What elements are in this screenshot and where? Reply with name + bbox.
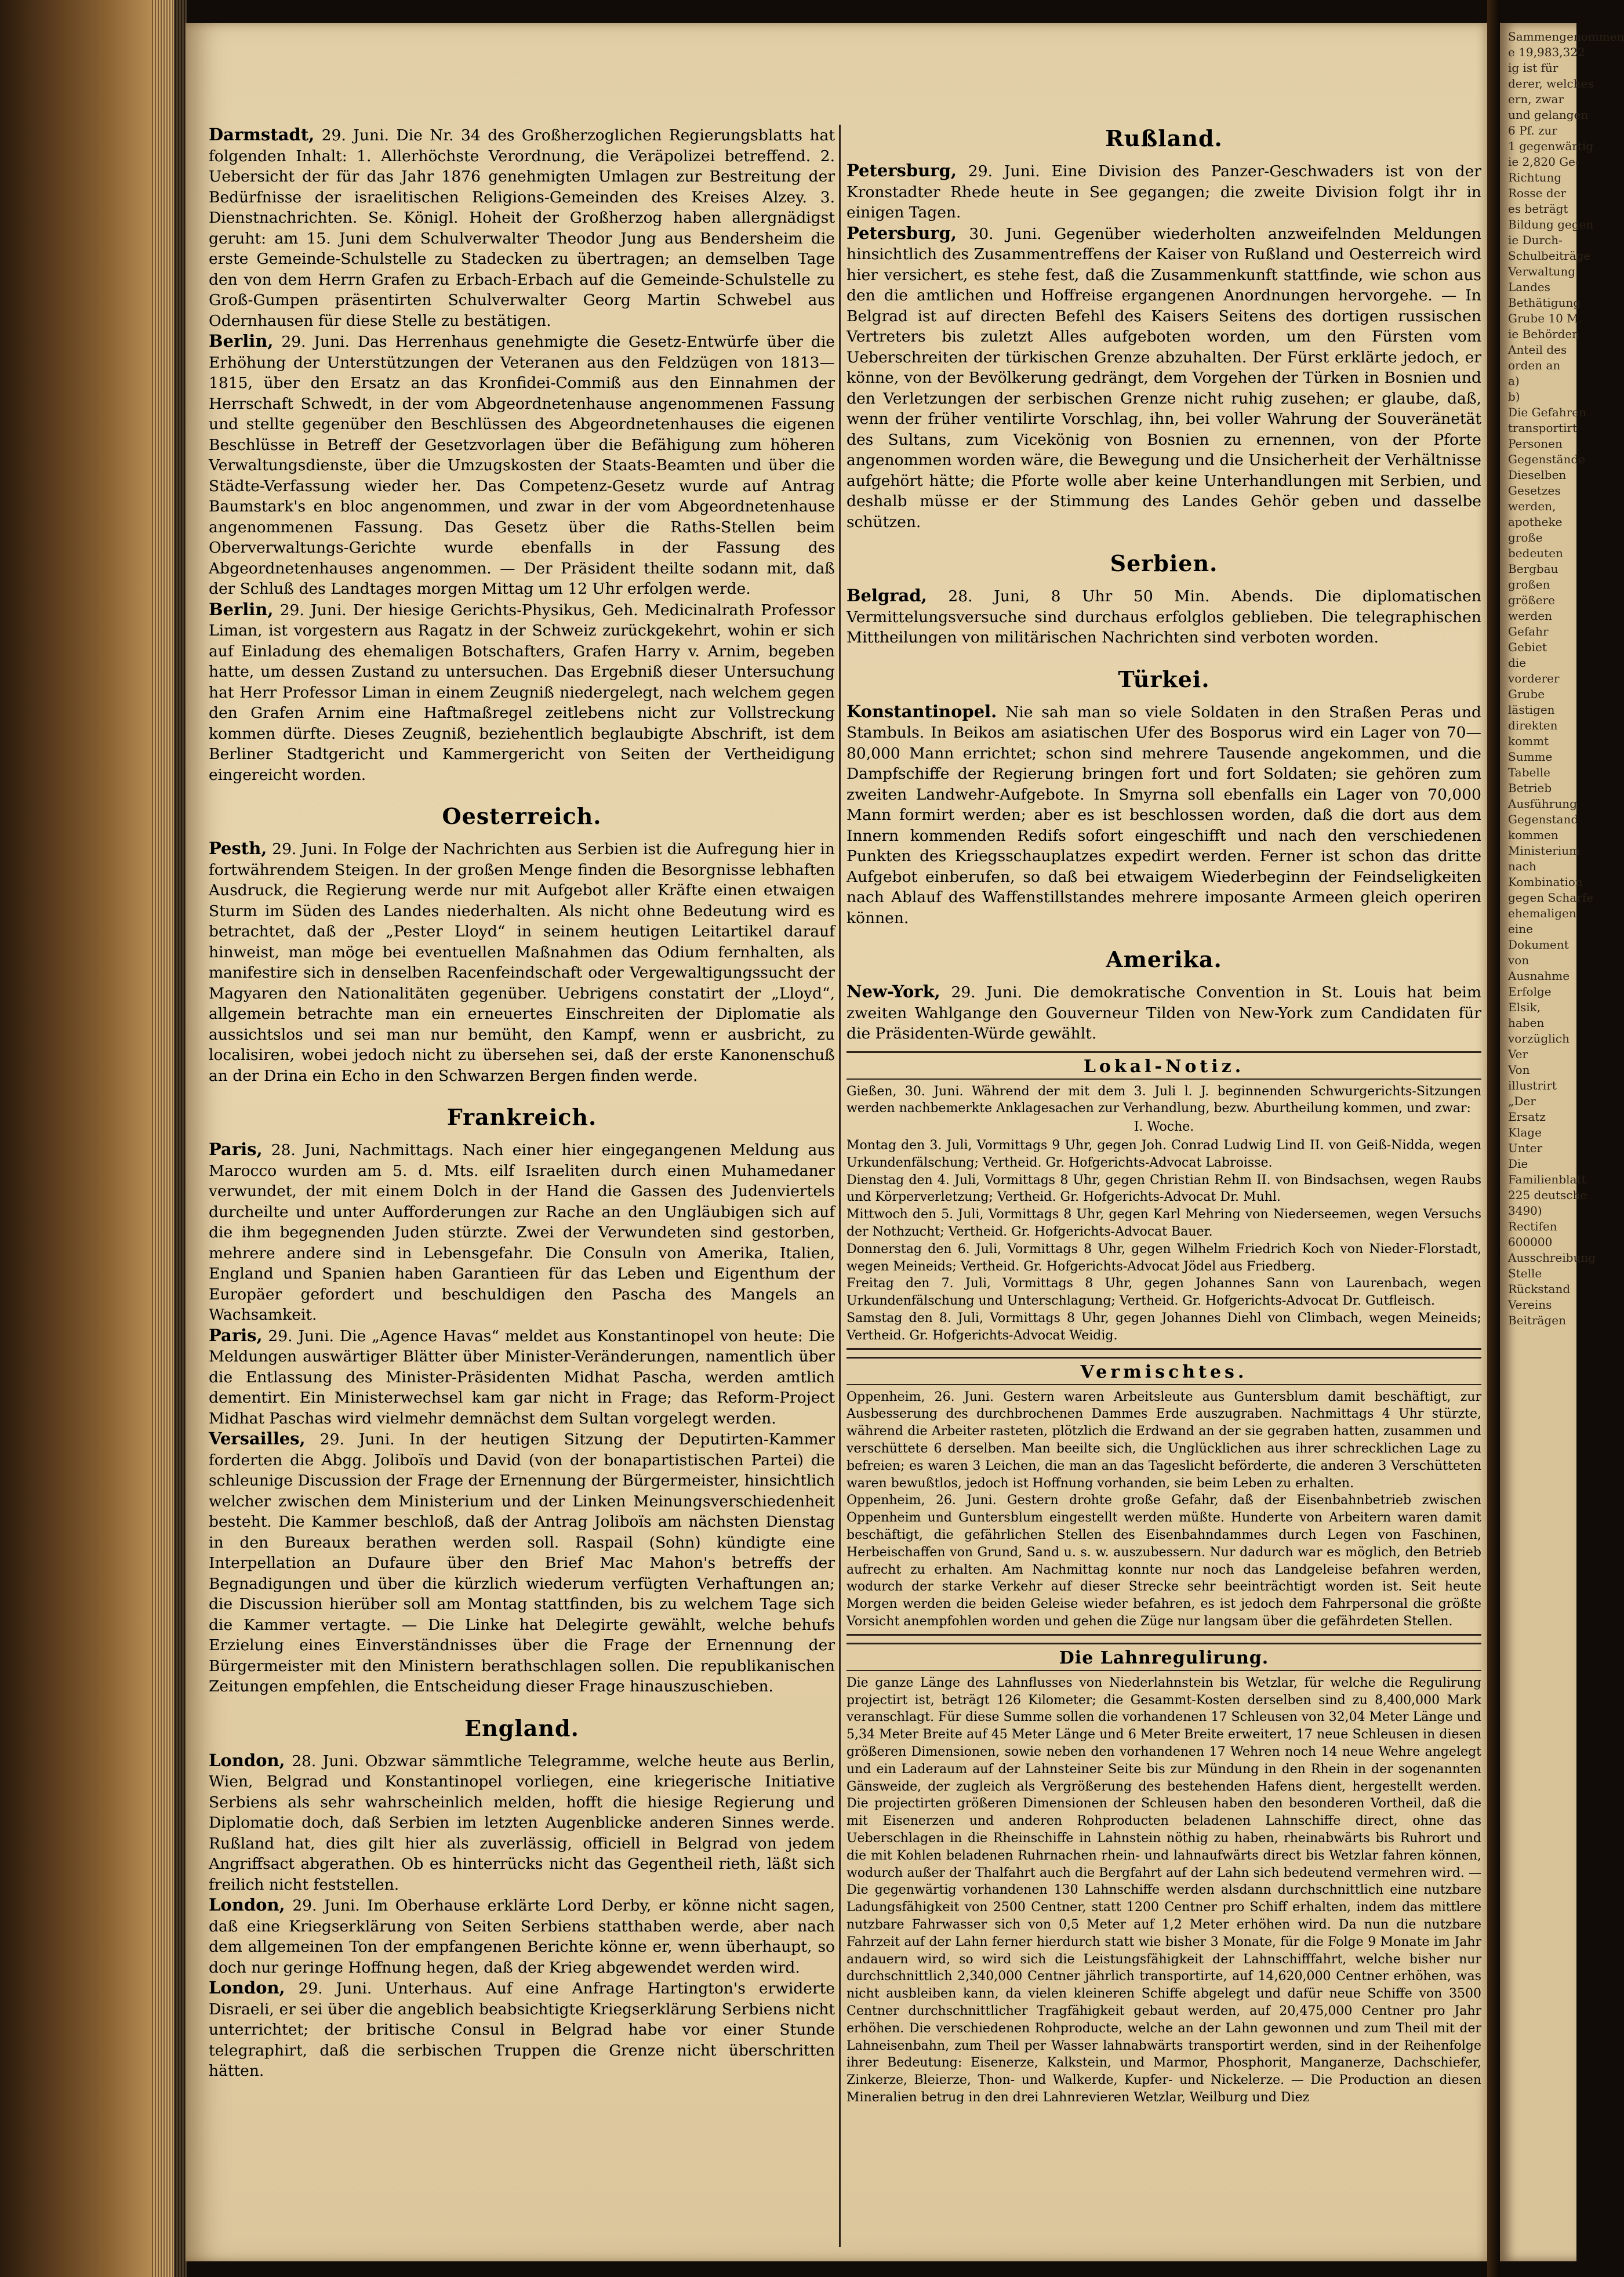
dateline: Paris, xyxy=(209,1325,263,1345)
article-text: 29. Juni. Der hiesige Gerichts-Physikus, Geh. Medicinalrath Professor Liman, ist vorgestern aus Ragatz in der Schweiz zurückgekehrt, wohin er sich auf Einladung des ehemaligen Botschafters, Grafen Harry v. Arnim, begeben hatte, um dessen Zustand zu untersuchen. Das Ergebniß dieser Untersuchung hat Herr Professor Liman in einem Zeugniß niedergelegt, nach welchem gegen den Grafen Arnim eine Haftmaßregel zeitlebens nicht zur Vollstreckung kommen dürfte. Dieses Zeugniß, beziehentlich beglaubigte Abschrift, ist dem Berliner Stadtgericht und Kammergericht von Seiten der Vertheidigung eingereicht worden. xyxy=(209,601,835,784)
court-case: Donnerstag den 6. Juli, Vormittags 8 Uhr, gegen Wilhelm Friedrich Koch von Nieder-Florstadt, wegen Meineids; Vertheid. Gr. Hofgerichts-Advocat Jödel aus Friedberg. xyxy=(846,1241,1481,1274)
adjacent-page-line: Bildung gegen xyxy=(1508,217,1594,231)
dateline: Berlin, xyxy=(209,599,274,619)
court-case: Freitag den 7. Juli, Vormittags 8 Uhr, gegen Johannes Sann von Laurenbach, wegen Urkundenfälschung und Unterschlagung; Vertheid. Gr. Hofgerichts-Advocat Dr. Gutfleisch. xyxy=(846,1276,1481,1309)
column-rule xyxy=(839,125,841,2247)
article-paris-havas xyxy=(209,1325,835,1429)
adjacent-page-line: Summe xyxy=(1508,750,1553,764)
adjacent-page-line: von xyxy=(1508,953,1529,967)
adjacent-page-line: Ausnahme xyxy=(1508,969,1570,983)
adjacent-page-line: kommt xyxy=(1508,734,1549,748)
adjacent-page-line: Grube xyxy=(1508,687,1545,701)
article-belgrad xyxy=(846,586,1481,648)
adjacent-page-line: lästigen xyxy=(1508,703,1555,717)
adjacent-page-line: Tabelle xyxy=(1508,765,1550,779)
adjacent-page-line: Rosse der xyxy=(1508,186,1567,200)
adjacent-page-line: derer, welches xyxy=(1508,77,1594,90)
adjacent-page-line: orden an xyxy=(1508,358,1561,372)
adjacent-page-line: Gegenstände xyxy=(1508,452,1586,466)
left-column xyxy=(209,125,835,2082)
lokal-notiz-box xyxy=(846,1051,1481,1350)
adjacent-page-line: Von xyxy=(1508,1063,1530,1077)
adjacent-page-line: Ver xyxy=(1508,1047,1528,1061)
section-title-oesterreich: Oesterreich. xyxy=(442,803,602,829)
dateline: Pesth, xyxy=(209,838,267,858)
dateline: Konstantinopel. xyxy=(846,701,997,721)
court-case: Dienstag den 4. Juli, Vormittags 8 Uhr, gegen Christian Rehm II. von Bindsachsen, wegen Raubs und Körperverletzung; Vertheid. Gr. Hofgerichts-Advocat Dr. Muhl. xyxy=(846,1172,1481,1205)
adjacent-page-line: Gebiet xyxy=(1508,640,1547,654)
section-title-serbien: Serbien. xyxy=(1110,550,1218,576)
dateline: Darmstadt, xyxy=(209,125,315,144)
adjacent-page-line: es beträgt xyxy=(1508,202,1568,216)
dateline: London, xyxy=(209,1750,285,1770)
adjacent-page-line: große xyxy=(1508,531,1543,544)
adjacent-page-line: Gefahr xyxy=(1508,624,1549,638)
adjacent-page-line: ie Behörden xyxy=(1508,327,1580,341)
book-spine xyxy=(0,0,174,2277)
adjacent-page-line: eine xyxy=(1508,922,1533,936)
adjacent-page-line: Kombination xyxy=(1508,875,1583,889)
adjacent-page-line: Beiträgen xyxy=(1508,1313,1566,1327)
article-text: 29. Juni. Die „Agence Havas“ meldet aus Konstantinopel von heute: Die Meldungen auswärtiger Blätter über Minister-Veränderungen, namentlich über die Entlassung des Minister-Präsidenten Midhat Pascha, werden amtlich dementirt. Ein Ministerwechsel kam gar nicht in Frage; das Reform-Project Midhat Paschas wird vielmehr demnächst dem Sultan vorgelegt werden. xyxy=(209,1327,835,1428)
adjacent-page-line: gegen Scharfe xyxy=(1508,891,1594,905)
vermischtes-box xyxy=(846,1357,1481,1636)
adjacent-page-line: kommen xyxy=(1508,828,1558,842)
article-text: 29. Juni. Eine Division des Panzer-Geschwaders ist von der Kronstadter Rhede heute in See gegangen; die zweite Division folgt ihr in einigen Tagen. xyxy=(846,162,1481,221)
adjacent-page-line: Erfolge xyxy=(1508,985,1552,998)
article-pesth xyxy=(209,838,835,1086)
dateline: London, xyxy=(209,1895,285,1915)
section-title-tuerkei: Türkei. xyxy=(1118,666,1210,692)
adjacent-page-line: vorzüglich xyxy=(1508,1032,1569,1045)
article-text: 28. Juni, 8 Uhr 50 Min. Abends. Die diplomatischen Vermittelungsversuche sind durchaus erfolglos geblieben. Die telegraphischen Mittheilungen von militärischen Nachrichten sind verboten worden. xyxy=(846,587,1481,647)
adjacent-page-line: Rückstand xyxy=(1508,1282,1571,1296)
adjacent-page-line: Gegenstand xyxy=(1508,812,1579,826)
adjacent-page-line: illustrirt xyxy=(1508,1078,1557,1092)
adjacent-page-text xyxy=(1500,23,1624,1328)
article-text: 29. Juni. Die demokratische Convention in St. Louis hat beim zweiten Wahlgange den Gouverneur Tilden von New-York zum Candidaten für die Präsidenten-Würde gewählt. xyxy=(846,983,1481,1043)
adjacent-page-line: Vereins xyxy=(1508,1298,1552,1312)
adjacent-page-line: vorderer xyxy=(1508,671,1560,685)
adjacent-page-line: ehemaligen xyxy=(1508,906,1576,920)
dateline: Versailles, xyxy=(209,1429,306,1448)
adjacent-page-line: haben xyxy=(1508,1016,1545,1030)
lokal-notiz-title: Lokal-Notiz. xyxy=(846,1055,1481,1080)
adjacent-page-fragment xyxy=(1500,23,1624,2261)
adjacent-page-line: Verwaltung xyxy=(1508,264,1576,278)
court-case: Samstag den 8. Juli, Vormittags 8 Uhr, gegen Johannes Diehl von Climbach, wegen Meineids; Vertheid. Gr. Hofgerichts-Advocat Weidig. xyxy=(846,1311,1481,1343)
adjacent-page-line: 600000 xyxy=(1508,1235,1553,1249)
adjacent-page-line: werden, xyxy=(1508,499,1556,513)
article-text: 30. Juni. Gegenüber wiederholten anzweifelnden Meldungen hinsichtlich des Zusammentreffens der Kaiser von Rußland und Oesterreich wird hier versichert, es stehe fest, daß die Zusammenkunft stattfinde, wie schon aus den die amtlichen und Hoffreise ergangenen Anordnungen hervorgehe. — In Belgrad ist auf directen Befehl des Kaisers Seitens des dortigen russischen Vertreters bis zuletzt Alles aufgeboten worden, um den Fürsten vom Ueberschreiten der türkischen Grenze abzuhalten. Der Fürst erklärte jedoch, er könne, von der Bevölkerung gedrängt, dem Vorgehen der Türken in Bosnien und den Verletzungen der serbischen Grenze nicht ruhig zusehen; er glaube, daß, wenn der früher ventilirte Vorschlag, ihn, bei voller Wahrung der Souveränetät des Sultans, zum Vicekönig von Bosnien zu ernennen, von der Pforte angenommen worden wäre, die Bewegung und die Unsicherheit der Verhältnisse aufgehört hätte; die Pforte wolle aber keine Unterhandlungen mit Serbien, und deshalb müsse er der Stimmung des Landes Gehör geben und dasselbe schützen. xyxy=(846,224,1481,531)
adjacent-page-line: „Der xyxy=(1508,1094,1536,1108)
article-text: 29. Juni. Unterhaus. Auf eine Anfrage Hartington's erwiderte Disraeli, er sei über die angeblich beabsichtigte Kriegserklärung Serbiens nicht unterrichtet; der britische Consul in Belgrad habe vor einer Stunde telegraphirt, daß die serbischen Truppen die Grenze nicht überschritten hätten. xyxy=(209,1980,835,2080)
adjacent-page-line: nach xyxy=(1508,859,1536,873)
adjacent-page-line: Bethätigung xyxy=(1508,296,1581,310)
adjacent-page-line: Stelle xyxy=(1508,1266,1542,1280)
article-petersburg-kaiser xyxy=(846,223,1481,533)
adjacent-page-line: Gesetzes xyxy=(1508,484,1561,497)
lokal-notiz-intro: Gießen, 30. Juni. Während der mit dem 3. Juli l. J. beginnenden Schwurgerichts-Sitzungen werden nachbemerkte Anklagesachen zur Verhandlung, bezw. Aburtheilung kommen, und zwar: xyxy=(846,1084,1481,1116)
court-case: Montag den 3. Juli, Vormittags 9 Uhr, gegen Joh. Conrad Ludwig Lind II. von Geiß-Nidda, wegen Urkundenfälschung; Vertheid. Gr. Hofgerichts-Advocat Labroisse. xyxy=(846,1138,1481,1170)
vermischtes-oppenheim-unfall: Oppenheim, 26. Juni. Gestern waren Arbeitsleute aus Guntersblum damit beschäftigt, zur Ausbesserung des durchbrochenen Dammes Erde auszugraben. Nachmittags 4 Uhr stürzte, während die Arbeiter rasteten, plötzlich die Erdwand an der sie gegraben hatten, zusammen und verschüttete 6 derselben. Man beeilte sich, die Unglücklichen aus ihrer schrecklichen Lage zu befreien; es waren 3 Leichen, die man an das Tageslicht beförderte, die anderen 3 Verschütteten waren bewußtlos, jedoch ist Hoffnung vorhanden, sie beim Leben zu erhalten. xyxy=(846,1389,1481,1491)
adjacent-page-line: 6 Pf. zur xyxy=(1508,124,1557,137)
adjacent-page-line: Grube 10 M. xyxy=(1508,311,1583,325)
adjacent-page-line: e 19,983,322 xyxy=(1508,45,1585,59)
vermischtes-oppenheim-bahn: Oppenheim, 26. Juni. Gestern drohte große Gefahr, daß der Eisenbahnbetrieb zwischen Oppenheim und Guntersblum eingestellt werden müßte. Hunderte von Arbeitern waren damit beschäftigt, die gefährlichen Stellen des Eisenbahndammes durch Legen von Faschinen, Herbeischaffen von Grund, Sand u. s. w. auszubessern. Nur dadurch war es möglich, den Betrieb aufrecht zu erhalten. Am Nachmittag konnte nur noch das Landgeleise befahren werden, wodurch der starke Verkehr auf dieser Strecke sehr beeinträchtigt worden ist. Seit heute Morgen werden die beiden Geleise wieder befahren, es ist jedoch dem Fahrpersonal die größte Vorsicht anempfohlen worden und gehen die Züge nur langsam über die gefährdeten Stellen. xyxy=(846,1493,1481,1629)
dateline: Belgrad, xyxy=(846,586,927,605)
adjacent-page-line: größere xyxy=(1508,593,1555,607)
article-london-telegramme xyxy=(209,1751,835,1895)
dateline: Petersburg, xyxy=(846,223,957,243)
adjacent-page-line: Ausschreibung xyxy=(1508,1251,1596,1265)
lahnregulirung-box xyxy=(846,1643,1481,2110)
article-versailles xyxy=(209,1429,835,1697)
adjacent-page-line: ie 2,820 Ge- xyxy=(1508,155,1579,169)
lahnregulirung-text: Die ganze Länge des Lahnflusses von Niederlahnstein bis Wetzlar, für welche die Regulirung projectirt ist, beträgt 126 Kilometer; die Gesammt-Kosten derselben sind zu 8,400,000 Mark veranschlagt. Für diese Summe sollen die vorhandenen 17 Schleusen von 32,04 Meter Länge und 5,34 Meter Breite auf 45 Meter Länge und 6 Meter Breite erweitert, 17 neue Schleusen in diesen größeren Dimensionen, sowie neben den vorhandenen 17 Wehren noch 14 neue Wehre angelegt und ein Laderaum auf der Lahnsteiner Seite bis zur Mündung in den Rhein in der sogenannten Gänsweide, der zugleich als Vergrößerung des bestehenden Hafens dient, hergestellt werden. Die projectirten größeren Dimensionen der Schleusen haben den besonderen Vortheil, daß die mit Eisenerzen und anderen Rohproducten beladenen Lahnschiffe direct, ohne das Ueberschlagen in die Rheinschiffe in Lahnstein nöthig zu haben, rheinabwärts bis Ruhrort und die mit Kohlen beladenen Ruhrnachen rhein- und lahnaufwärts direct bis Wetzlar fahren können, wodurch außer der Thalfahrt auch die Bergfahrt auf der Lahn sich bedeutend vermehren wird. — Die gegenwärtig vorhandenen 130 Lahnschiffe werden alsdann durchschnittlich eine nutzbare Ladungsfähigkeit von 2500 Centner, statt 1200 Centner pro Schiff erhalten, indem das mittlere nutzbare Fahrwasser sich von 0,5 Meter auf 1,2 Meter erhöhen wird. Da nun die nutzbare Fahrzeit auf der Lahn ferner hierdurch statt wie bisher 3 Monate, für die Folge 9 Monate im Jahr andauern wird, so wird sich die Leistungsfähigkeit der Lahnschifffahrt, welche bisher nur durchschnittlich 2,340,000 Centner jährlich transportirte, auf 14,620,000 Centner erhöhen, was nicht ausbleiben kann, da vielen kleineren Schiffe abgelegt und dafür neue Schiffe von 3500 Centner durchschnittlicher Tragfähigkeit gebaut werden, auf 20,475,000 Centner pro Jahr erhöhen. Die verschiedenen Rohproducte, welche an der Lahn gewonnen und zum Theil mit der Lahneisenbahn, zum Theil per Wasser lahnabwärts transportirt werden, sind in der Reihenfolge ihrer Bedeutung: Eisenerze, Kalkstein, und Marmor, Phosphorit, Manganerze, Dachschiefer, Zinkerze, Bleierze, Thon- und Walkerde, Kupfer- und Nickelerze. — Die Production an diesen Mineralien betrug in den drei Lahnrevieren Wetzlar, Weilburg und Diez xyxy=(846,1675,1481,2105)
article-text: 28. Juni. Obzwar sämmtliche Telegramme, welche heute aus Berlin, Wien, Belgrad und Konstantinopel vorliegen, eine kriegerische Initiative Serbiens als sehr wahrscheinlich melden, hofft die hiesige Regierung und Diplomatie doch, daß Serbien im letzten Augenblicke anderen Sinnes werde. Rußland hat, dies gilt hier als zuverlässig, officiell in Belgrad von jedem Angriffsact abgerathen. Ob es hinterrücks nicht das Gegentheil rieth, läßt sich freilich nicht feststellen. xyxy=(209,1752,835,1894)
adjacent-page-line: Ersatz xyxy=(1508,1110,1546,1124)
article-text: 28. Juni, Nachmittags. Nach einer hier eingegangenen Meldung aus Marocco wurden am 5. d. Mts. eilf Israeliten durch einen Muhamedaner verwundet, der mit einem Dolch in der Hand die Gassen des Judenviertels durcheilte und unter Aufforderungen zur Rache an den Ungläubigen sich auf die ihm begegnenden Juden stürzte. Zwei der Verwundeten sind gestorben, mehrere andere sind in Lebensgefahr. Die Consuln von Amerika, Italien, England und Spanien haben Garantieen für das Leben und Eigenthum der Europäer gefordert und beschuldigen den Pascha des Mangels an Wachsamkeit. xyxy=(209,1141,835,1324)
adjacent-page-line: Betrieb xyxy=(1508,781,1552,795)
article-text: 29. Juni. In Folge der Nachrichten aus Serbien ist die Aufregung hier in fortwährendem Steigen. In der großen Menge finden die Besorgnisse lebhaften Ausdruck, die Regierung werde nur mit Aufgebot aller Kräfte einen etwaigen Sturm im Süden des Landes niederhalten. Als nicht ohne Bedeutung wird es betrachtet, daß der „Pester Lloyd“ in seinem heutigen Leitartikel darauf hinweist, man möge bei eventuellen Maßnahmen das Odium fernhalten, als manifestire sich in denselben Racenfeindschaft oder Vergewaltigungssucht der Magyaren den Nationalitäten gegenüber. Uebrigens constatirt der „Lloyd“, allgemein betrachte man ein erneuertes Einschreiten der Diplomatie als aussichtslos und sei man nur bemüht, den Kampf, wenn er ausbricht, zu localisiren, wobei jedoch nicht zu übersehen sei, daß der erste Kanonenschuß an der Drina ein Echo in den Schwarzen Bergen finden werde. xyxy=(209,840,835,1085)
adjacent-page-line: Dieselben xyxy=(1508,468,1567,482)
adjacent-page-line: Klage xyxy=(1508,1125,1542,1139)
adjacent-page-line: großen xyxy=(1508,578,1550,591)
lahnregulirung-title: Die Lahnregulirung. xyxy=(846,1647,1481,1671)
article-paris-marocco xyxy=(209,1139,835,1325)
article-text: Nie sah man so viele Soldaten in den Straßen Peras und Stambuls. In Beikos am asiatischen Ufer des Bosporus wird ein Lager von 70—80,000 Mann errichtet; schon sind mehrere Tausende angekommen, und die Dampfschiffe der Regierung bringen fort und fort Soldaten; sie gehören zum zweiten Landwehr-Aufgebote. In Smyrna soll ebenfalls ein Lager von 70,000 Mann formirt werden; aber es ist beschlossen worden, daß die dort aus dem Innern kommenden Redifs sofort eingeschifft und nach den verschiedenen Punkten des Kriegsschauplatzes expedirt werden. Ferner ist schon das dritte Aufgebot einberufen, so daß bei etwaigem Wiederbeginn der Feindseligkeiten nach Ablauf des Waffenstillstandes mehrere imposante Armeen gleich operiren können. xyxy=(846,703,1481,927)
adjacent-page-line: Die xyxy=(1508,1157,1528,1171)
article-text: 29. Juni. Im Oberhause erklärte Lord Derby, er könne nicht sagen, daß eine Kriegserklärung von Seiten Serbiens statthaben werde, aber nach dem allgemeinen Ton der empfangenen Berichte könne er, wenn überhaupt, so doch nur geringe Hoffnung hegen, daß der Krieg abgewendet werden wird. xyxy=(209,1897,835,1977)
adjacent-page-line: Dokument xyxy=(1508,938,1569,952)
dateline: Petersburg, xyxy=(846,161,957,180)
section-title-russland: Rußland. xyxy=(1105,125,1223,151)
adjacent-page-line: Elsik, xyxy=(1508,1000,1541,1014)
article-london-oberhaus xyxy=(209,1895,835,1978)
adjacent-page-line: ig ist für xyxy=(1508,61,1558,75)
adjacent-page-line: b) xyxy=(1508,390,1520,404)
adjacent-page-line: Schulbeiträge xyxy=(1508,249,1591,263)
article-konstantinopel xyxy=(846,702,1481,929)
adjacent-page-line: Landes xyxy=(1508,280,1550,294)
adjacent-page-line: apotheke xyxy=(1508,515,1563,529)
adjacent-page-line: bedeuten xyxy=(1508,546,1563,560)
article-berlin-liman xyxy=(209,600,835,786)
dateline: Paris, xyxy=(209,1139,263,1159)
adjacent-page-line: Familienblatt xyxy=(1508,1172,1586,1186)
section-title-amerika: Amerika. xyxy=(1106,946,1222,972)
dateline: New-York, xyxy=(846,982,940,1001)
dateline: London, xyxy=(209,1978,285,1998)
article-text: 29. Juni. Das Herrenhaus genehmigte die Gesetz-Entwürfe über die Erhöhung der Unterstützungen der Veteranen aus den Feldzügen von 1813—1815, über den Ersatz an das Kronfidei-Commiß aus den Einnahmen der Herrschaft Schwedt, in der vom Abgeordnetenhause angenommenen Fassung und stellte gegenüber den Beschlüssen des Abgeordnetenhauses die eigenen Beschlüsse in Betreff der Gesetzvorlagen über die Befähigung zum höheren Verwaltungsdienste, über die Umzugskosten der Staats-Beamten und über die Städte-Verfassung wieder her. Das Competenz-Gesetz wurde auf Antrag Baumstark's en bloc angenommen, und zwar in der vom Abgeordnetenhause angenommenen Fassung. Das Gesetz über die Raths-Stellen beim Oberverwaltungs-Gerichte wurde ebenfalls in der Fassung des Abgeordnetenhauses angenommen. — Der Präsident theilte sodann mit, daß der Schluß des Landtages morgen Mittag um 12 Uhr erfolgen werde. xyxy=(209,333,835,598)
adjacent-page-line: und gelangen xyxy=(1508,108,1589,122)
page-edges xyxy=(152,0,187,2277)
section-title-england: England. xyxy=(464,1715,579,1741)
adjacent-page-line: Die Gefahren xyxy=(1508,405,1586,419)
adjacent-page-line: Rectifen xyxy=(1508,1219,1557,1233)
adjacent-page-line: die xyxy=(1508,656,1527,670)
book-gutter xyxy=(1487,0,1500,2277)
adjacent-page-line: 3490) xyxy=(1508,1204,1542,1218)
adjacent-page-line: werden xyxy=(1508,609,1553,623)
article-petersburg-geschwader xyxy=(846,161,1481,223)
adjacent-page-line: direkten xyxy=(1508,718,1558,732)
adjacent-page-line: 1 gegenwärtig xyxy=(1508,139,1594,153)
adjacent-page-line: transportirt xyxy=(1508,421,1578,435)
adjacent-page-line: Richtung xyxy=(1508,170,1562,184)
section-title-frankreich: Frankreich. xyxy=(446,1104,597,1130)
adjacent-page-line: ie Durch- xyxy=(1508,233,1563,247)
adjacent-page-line: ern, zwar xyxy=(1508,92,1564,106)
adjacent-page-line: Ausführung xyxy=(1508,797,1577,811)
article-new-york xyxy=(846,982,1481,1044)
vermischtes-title: Vermischtes. xyxy=(846,1361,1481,1385)
article-berlin-herrenhaus xyxy=(209,331,835,600)
adjacent-page-line: Anteil des xyxy=(1508,343,1567,357)
article-darmstadt xyxy=(209,125,835,331)
dateline: Berlin, xyxy=(209,331,274,351)
adjacent-page-line: Ministerium xyxy=(1508,844,1581,858)
adjacent-page-line: Unter xyxy=(1508,1141,1543,1155)
adjacent-page-line: Sammengenommen xyxy=(1508,30,1624,43)
article-text: 29. Juni. In der heutigen Sitzung der Deputirten-Kammer forderten die Abgg. Joliboïs und David (von der bonapartistischen Partei) die schleunige Discussion der Frage der Ernennung der Bürgermeister, hinsichtlich welcher zwischen dem Ministerium und der Linken Meinungsverschiedenheit besteht. Die Kammer beschloß, daß der Antrag Joliboïs am nächsten Dienstag in den Bureaux berathen werden soll. Raspail (Sohn) kündigte eine Interpellation an Dufaure über den Brief Mac Mahon's betreffs der Begnadigungen und über die kürzlich wiederum verfügten Verhaftungen an; die Discussion hierüber soll am Montag stattfinden, bis zu welchem Tage sich die Kammer vertagte. — Die Linke hat Delegirte gewählt, welche behufs Erzielung eines Einverständnisses über die Frage der Ernennung der Bürgermeister mit den Ministern berathschlagen sollen. Die republikanischen Zeitungen empfehlen, die Entscheidung dieser Frage hinauszuschieben. xyxy=(209,1430,835,1695)
lokal-notiz-week: I. Woche. xyxy=(1133,1120,1194,1135)
adjacent-page-line: Bergbau xyxy=(1508,562,1558,576)
adjacent-page-line: 225 deutsche xyxy=(1508,1188,1587,1202)
court-case: Mittwoch den 5. Juli, Vormittags 8 Uhr, gegen Karl Mehring von Niederseemen, wegen Versuchs der Nothzucht; Vertheid. Gr. Hofgerichts-Advocat Bauer. xyxy=(846,1207,1481,1240)
adjacent-page-line: Personen xyxy=(1508,437,1563,451)
right-column xyxy=(846,125,1481,2110)
article-london-unterhaus xyxy=(209,1978,835,2082)
article-text: 29. Juni. Die Nr. 34 des Großherzoglichen Regierungsblatts hat folgenden Inhalt: 1. Allerhöchste Verordnung, die Veräpolizei betreffend. 2. Uebersicht der für das Jahr 1876 genehmigten Umlagen zur Bestreitung der Bedürfnisse der israelitischen Religions-Gemeinden des Kreises Alzey. 3. Dienstnachrichten. Se. Königl. Hoheit der Großherzog haben allergnädigst geruht: am 15. Juni dem Schulverwalter Theodor Jung aus Bendersheim die erste Gemeinde-Schulstelle zu Stadecken zu übertragen; an demselben Tage den von dem Herrn Grafen zu Erbach-Erbach auf die Gemeinde-Schulstelle zu Groß-Gumpen präsentirten Schulverwalter Georg Martin Schwebel aus Odernhausen für diese Stelle zu bestätigen. xyxy=(209,126,835,330)
adjacent-page-line: a) xyxy=(1508,374,1520,388)
